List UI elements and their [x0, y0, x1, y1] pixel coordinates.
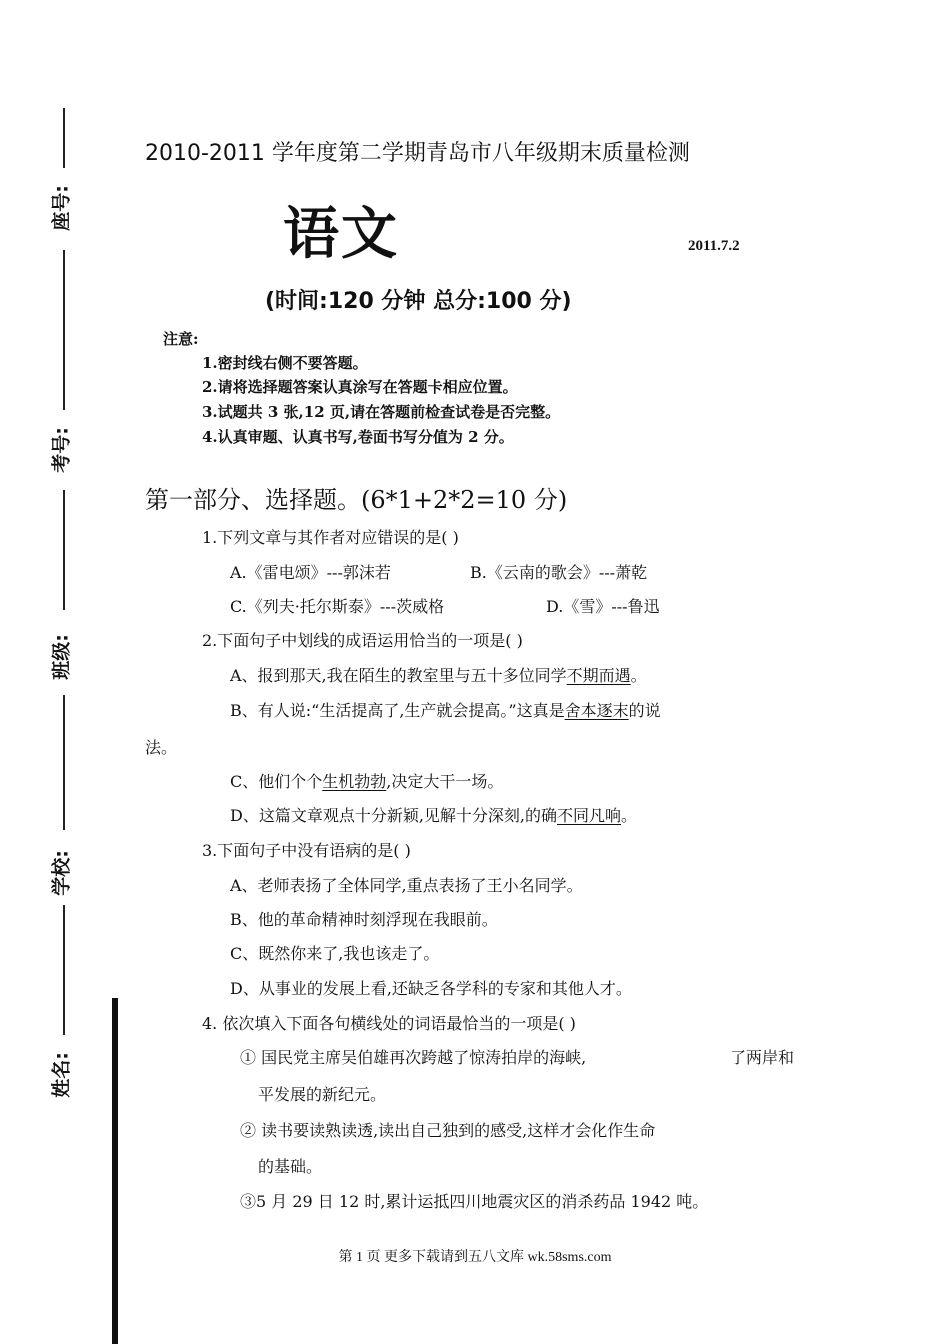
- question-3-option-d: D、从事业的发展上看,还缺乏各学科的专家和其他人才。: [230, 979, 632, 998]
- question-4-stem: 4. 依次填入下面各句横线处的词语最恰当的一项是( ): [202, 1014, 576, 1033]
- question-2-stem: 2.下面句子中划线的成语运用恰当的一项是( ): [202, 631, 523, 650]
- time-score-info: (时间:120 分钟 总分:100 分): [265, 289, 572, 314]
- question-3-option-b: B、他的革命精神时刻浮现在我眼前。: [230, 910, 498, 929]
- question-2-option-b-continued: 法。: [145, 738, 178, 757]
- question-2-option-a: A、报到那天,我在陌生的教室里与五十多位同学不期而遇。: [230, 666, 647, 685]
- class-label: 班级:: [50, 634, 73, 680]
- question-4-sentence-3: ③5 月 29 日 12 时,累计运抵四川地震灾区的消杀药品 1942 吨。: [240, 1192, 709, 1211]
- question-1-option-c: C.《列夫·托尔斯泰》---茨威格: [230, 597, 445, 616]
- section-title: 第一部分、选择题。(6*1+2*2=10 分): [145, 486, 568, 514]
- question-4-sentence-1: ① 国民党主席吴伯雄再次跨越了惊涛拍岸的海峡,: [240, 1048, 587, 1067]
- seat-label: 座号:: [50, 185, 73, 231]
- exam-date: 2011.7.2: [688, 238, 740, 254]
- binding-line-5: [63, 905, 65, 1035]
- notice-title: 注意:: [163, 330, 199, 348]
- question-4-sentence-1-tail: 了两岸和: [730, 1048, 795, 1067]
- name-label: 姓名:: [50, 1052, 73, 1098]
- question-1-stem: 1.下列文章与其作者对应错误的是( ): [202, 528, 459, 547]
- question-4-sentence-1-continued: 平发展的新纪元。: [258, 1085, 387, 1104]
- binding-bar: [112, 998, 118, 1344]
- exam-title: 2010-2011 学年度第二学期青岛市八年级期末质量检测: [145, 141, 690, 166]
- question-3-stem: 3.下面句子中没有语病的是( ): [202, 841, 411, 860]
- binding-line-1: [63, 108, 65, 168]
- binding-line-4: [63, 695, 65, 830]
- question-4-sentence-2-continued: 的基础。: [258, 1157, 323, 1176]
- question-4-sentence-2: ② 读书要读熟读透,读出自己独到的感受,这样才会化作生命: [240, 1121, 656, 1140]
- underlined-idiom: 不同凡响: [557, 806, 622, 825]
- underlined-idiom: 不期而遇: [566, 666, 631, 685]
- question-3-option-a: A、老师表扬了全体同学,重点表扬了王小名同学。: [230, 876, 583, 895]
- page-footer: 第 1 页 更多下载请到五八文库 wk.58sms.com: [338, 1250, 612, 1265]
- notice-item: 2.请将选择题答案认真涂写在答题卡相应位置。: [202, 378, 518, 396]
- binding-line-2: [63, 250, 65, 410]
- question-2-option-b: B、有人说:“生活提高了,生产就会提高。”这真是舍本逐末的说: [230, 701, 661, 720]
- question-1-option-d: D.《雪》---鲁迅: [546, 597, 660, 616]
- school-label: 学校:: [50, 850, 73, 896]
- underlined-idiom: 生机勃勃: [322, 772, 387, 791]
- question-3-option-c: C、既然你来了,我也该走了。: [230, 944, 440, 963]
- question-2-option-d: D、这篇文章观点十分新颖,见解十分深刻,的确不同凡响。: [230, 806, 638, 825]
- question-1-option-b: B.《云南的歌会》---萧乾: [470, 563, 648, 582]
- underlined-idiom: 舍本逐末: [564, 701, 629, 720]
- binding-line-3: [63, 490, 65, 610]
- notice-item: 4.认真审题、认真书写,卷面书写分值为 2 分。: [202, 428, 514, 446]
- question-1-option-a: A.《雷电颂》---郭沫若: [230, 563, 391, 582]
- notice-item: 3.试题共 3 张,12 页,请在答题前检查试卷是否完整。: [202, 403, 561, 421]
- subject-title: 语文: [283, 202, 399, 267]
- question-2-option-c: C、他们个个生机勃勃,决定大干一场。: [230, 772, 504, 791]
- notice-item: 1.密封线右侧不要答题。: [202, 354, 368, 372]
- exam-number-label: 考号:: [50, 427, 73, 473]
